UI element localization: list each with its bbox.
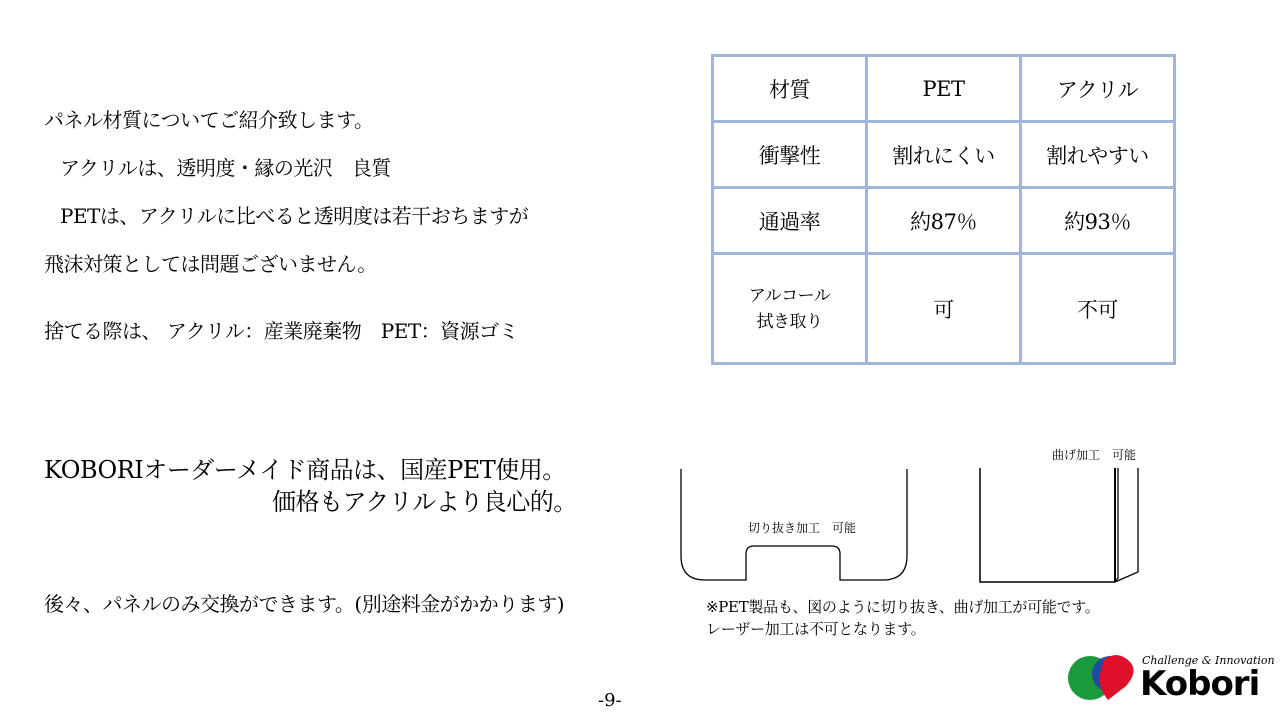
cell-acryl: 割れやすい — [1021, 122, 1175, 188]
cell-pet: 割れにくい — [867, 122, 1021, 188]
diagram-note-2: レーザー加工は不可となります。 — [706, 620, 926, 638]
comparison-table — [711, 54, 1176, 365]
highlight-line-1: KOBORIオーダーメイド商品は、国産PET使用。 — [44, 456, 566, 484]
page-number: -9- — [598, 690, 622, 711]
cell-pet: 可 — [867, 254, 1021, 364]
header-acryl: アクリル — [1021, 56, 1175, 122]
intro-line-3: PETは、アクリルに比べると透明度は若干おちますが — [60, 204, 529, 228]
cell-acryl: 不可 — [1021, 254, 1175, 364]
header-material: 材質 — [713, 56, 867, 122]
row-label — [713, 254, 867, 364]
row-label: 通過率 — [713, 188, 867, 254]
replace-note: 後々、パネルのみ交換ができます。(別途料金がかかります) — [44, 592, 565, 616]
bend-label: 曲げ加工 可能 — [1052, 448, 1137, 462]
row-label: 衝撃性 — [713, 122, 867, 188]
intro-line-4: 飛沫対策としては問題ございません。 — [44, 252, 377, 276]
header-pet: PET — [867, 56, 1021, 122]
row-label-line-2: 拭き取り — [756, 311, 823, 332]
logo-wordmark: Kobori — [1140, 664, 1260, 704]
cell-pet: 約87％ — [867, 188, 1021, 254]
row-label-line-1: アルコール — [748, 285, 831, 306]
cutout-label: 切り抜き加工 可能 — [748, 521, 857, 535]
bend-diagram — [975, 460, 1145, 590]
table-row — [713, 254, 1175, 364]
table-header-row — [713, 56, 1175, 122]
kobori-logo-mark — [1064, 652, 1144, 704]
diagram-note-1: ※PET製品も、図のように切り抜き、曲げ加工が可能です。 — [706, 598, 1100, 616]
table-row — [713, 188, 1175, 254]
disposal-line: 捨てる際は、 アクリル：産業廃棄物 PET：資源ゴミ — [44, 319, 519, 343]
logo-tagline: Challenge & Innovation — [1142, 654, 1275, 667]
cell-acryl: 約93％ — [1021, 188, 1175, 254]
table-row — [713, 122, 1175, 188]
intro-line-1: パネル材質についてご紹介致します。 — [44, 108, 374, 132]
intro-line-2: アクリルは、透明度・縁の光沢 良質 — [60, 156, 391, 180]
highlight-line-2: 価格もアクリルより良心的。 — [272, 488, 577, 516]
